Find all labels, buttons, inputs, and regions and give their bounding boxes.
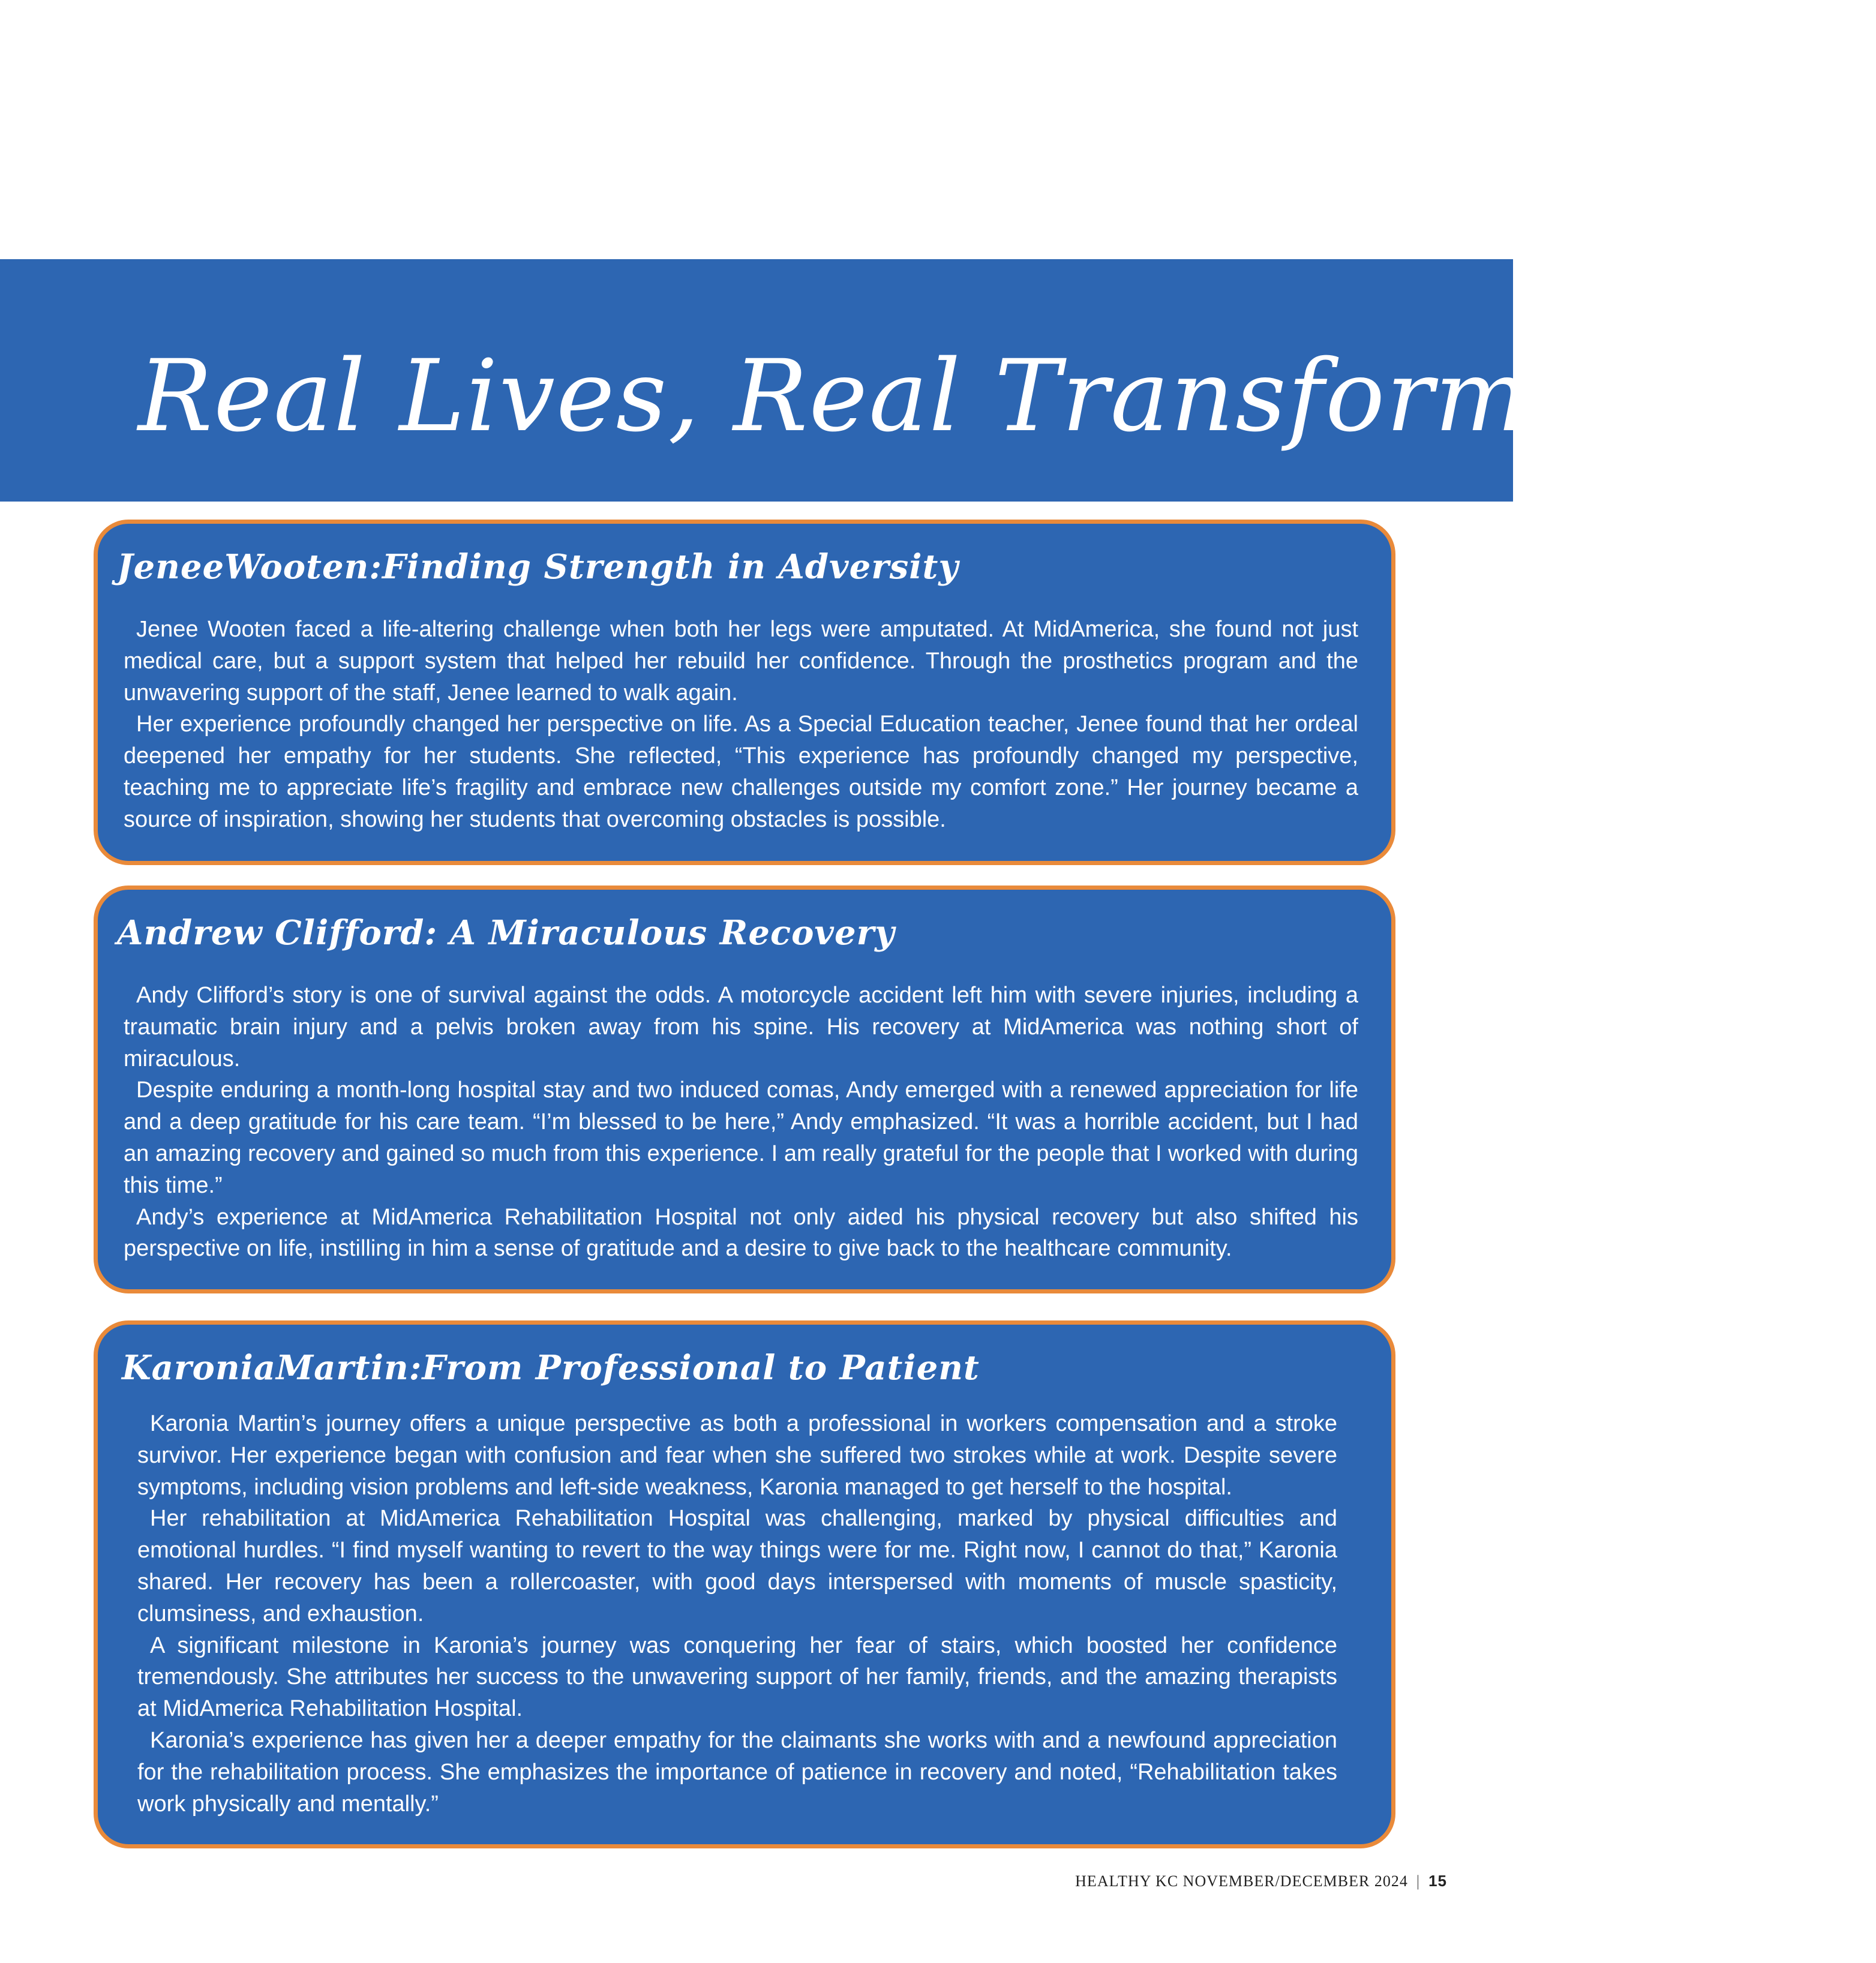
story-paragraph: Karonia Martin’s journey offers a unique perspective as both a professional in workers compensation and a stroke survivor. Her experience began with confusion and fear when she suffered two strokes while at work. Despite severe symptoms, including vision problems and left-side weakness, Karonia managed to get herself to the hospital. xyxy=(137,1411,1337,1500)
story-paragraph: Andy Clifford’s story is one of survival against the odds. A motorcycle accident left him with severe injuries, including a traumatic brain injury and a pelvis broken away from his spine. His recovery at MidAmerica was nothing short of miraculous. xyxy=(124,983,1358,1071)
footer-separator: | xyxy=(1416,1872,1421,1890)
story-title: JeneeWooten:Finding Strength in Adversity xyxy=(117,547,959,587)
story-body xyxy=(137,1408,1337,1820)
story-paragraph: Andy’s experience at MidAmerica Rehabilitation Hospital not only aided his physical recovery but also shifted his perspective on life, instilling in him a sense of gratitude and a desire to give back to the healthcare community. xyxy=(124,1204,1358,1262)
page-footer xyxy=(1075,1872,1447,1890)
page-number: 15 xyxy=(1428,1872,1447,1890)
story-paragraph: Karonia’s experience has given her a deeper empathy for the claimants she works with and a newfound appreciation for the rehabilitation process. She emphasizes the importance of patience in recovery and noted, “Rehabilitation takes work physically and mentally.” xyxy=(137,1727,1337,1817)
story-paragraph: Her rehabilitation at MidAmerica Rehabilitation Hospital was challenging, marked by physical difficulties and emotional hurdles. “I find myself wanting to revert to the way things were for me. Right now, I cannot do that,” Karonia shared. Her recovery has been a rollercoaster, with good days interspersed with moments of muscle spasticity, clumsiness, and exhaustion. xyxy=(137,1506,1337,1626)
story-paragraph: A significant milestone in Karonia’s journey was conquering her fear of stairs, which boosted her confidence tremendously. She attributes her success to the unwavering support of her family, friends, and the amazing therapists at MidAmerica Rehabilitation Hospital. xyxy=(137,1632,1337,1722)
page-title: Real Lives, Real Transformations: xyxy=(138,338,1876,454)
story-paragraph: Her experience profoundly changed her perspective on life. As a Special Education teacher, Jenee found that her ordeal deepened her empathy for her students. She reflected, “This experience has profoundly changed my perspective, teaching me to appreciate life’s fragility and embrace new challenges outside my comfort zone.” Her journey became a source of inspiration, showing her students that overcoming obstacles is possible. xyxy=(124,712,1358,832)
story-paragraph: Jenee Wooten faced a life-altering challenge when both her legs were amputated. At MidAmerica, she found not just medical care, but a support system that helped her rebuild her confidence. Through the prosthetics program and the unwavering support of the staff, Jenee learned to walk again. xyxy=(124,617,1358,706)
story-card-karonia-martin xyxy=(94,1320,1395,1848)
story-body xyxy=(124,980,1358,1265)
story-body xyxy=(124,614,1358,836)
story-card-jenee-wooten xyxy=(94,520,1395,865)
publication-line: HEALTHY KC NOVEMBER/DECEMBER 2024 xyxy=(1075,1872,1408,1890)
story-paragraph: Despite enduring a month-long hospital stay and two induced comas, Andy emerged with a renewed appreciation for life and a deep gratitude for his care team. “I’m blessed to be here,” Andy emphasized. “It was a horrible accident, but I had an amazing recovery and gained so much from this experience. I am really grateful for the people that I worked with during this time.” xyxy=(124,1077,1358,1198)
story-card-andrew-clifford xyxy=(94,886,1395,1293)
story-title: KaroniaMartin:From Professional to Patient xyxy=(122,1348,980,1388)
story-title: Andrew Clifford: A Miraculous Recovery xyxy=(117,913,895,953)
